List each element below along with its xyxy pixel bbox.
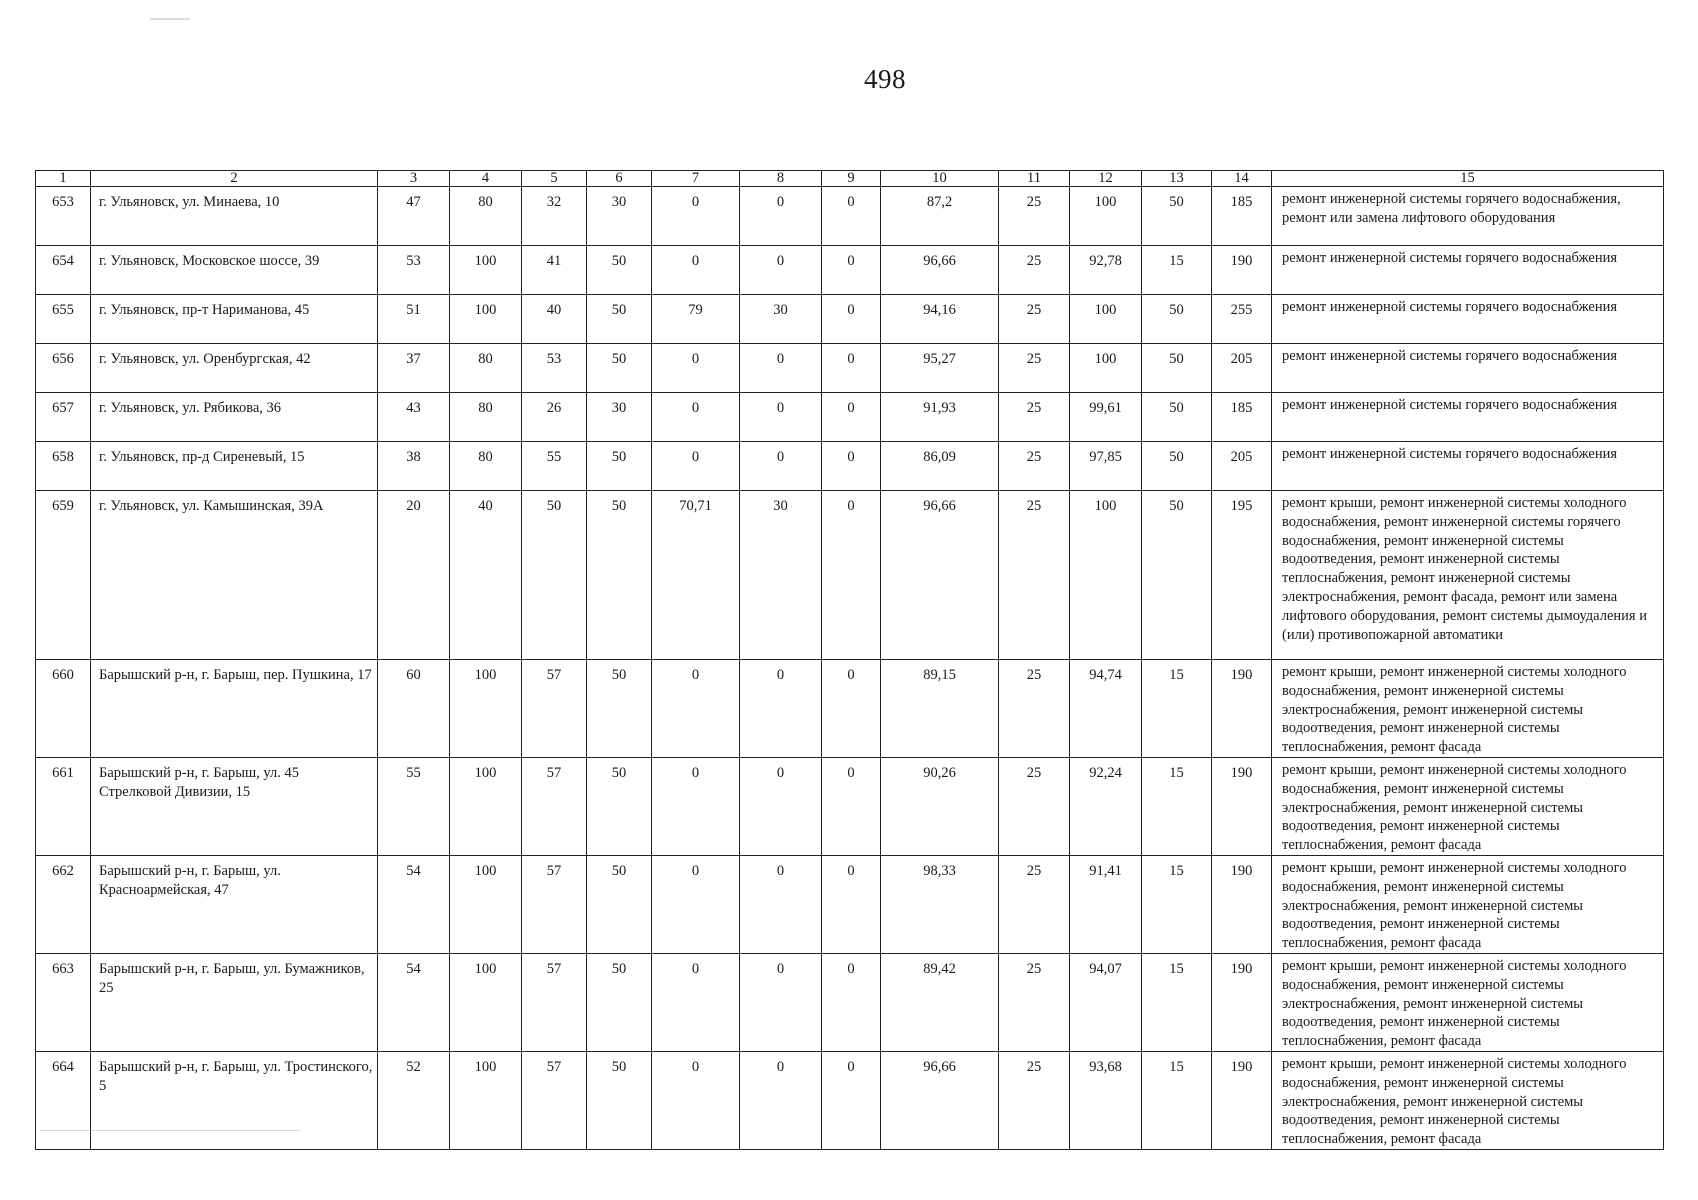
value-cell-col-12: 94,74: [1070, 660, 1142, 758]
column-header-15: 15: [1272, 171, 1664, 187]
value-cell-col-5: 57: [522, 953, 587, 1051]
value-cell-col-9: 0: [822, 953, 881, 1051]
value-cell-col-13: 50: [1142, 344, 1212, 393]
row-number-cell: 662: [36, 855, 91, 953]
value-cell-col-14: 185: [1212, 187, 1272, 246]
value-cell-col-10: 89,15: [881, 660, 999, 758]
value-cell-col-11: 25: [999, 953, 1070, 1051]
row-number-cell: 663: [36, 953, 91, 1051]
value-cell-col-7: 0: [652, 344, 740, 393]
column-number-header-row: [36, 171, 1664, 187]
row-number-cell: 660: [36, 660, 91, 758]
value-cell-col-14: 190: [1212, 953, 1272, 1051]
column-header-12: 12: [1070, 171, 1142, 187]
value-cell-col-3: 60: [378, 660, 450, 758]
scan-speck: [40, 1130, 300, 1131]
value-cell-col-6: 50: [587, 344, 652, 393]
value-cell-col-6: 50: [587, 1051, 652, 1149]
address-cell: Барышский р-н, г. Барыш, ул. Тростинского, 5: [91, 1051, 378, 1149]
value-cell-col-9: 0: [822, 660, 881, 758]
value-cell-col-13: 50: [1142, 187, 1212, 246]
value-cell-col-9: 0: [822, 393, 881, 442]
address-cell: Барышский р-н, г. Барыш, ул. Красноармейская, 47: [91, 855, 378, 953]
value-cell-col-6: 50: [587, 491, 652, 660]
value-cell-col-4: 100: [450, 660, 522, 758]
value-cell-col-3: 37: [378, 344, 450, 393]
value-cell-col-11: 25: [999, 295, 1070, 344]
column-header-3: 3: [378, 171, 450, 187]
value-cell-col-12: 92,78: [1070, 246, 1142, 295]
value-cell-col-12: 99,61: [1070, 393, 1142, 442]
value-cell-col-9: 0: [822, 344, 881, 393]
value-cell-col-13: 15: [1142, 1051, 1212, 1149]
value-cell-col-3: 43: [378, 393, 450, 442]
row-number-cell: 661: [36, 757, 91, 855]
address-cell: г. Ульяновск, ул. Камышинская, 39А: [91, 491, 378, 660]
value-cell-col-8: 0: [740, 442, 822, 491]
column-header-13: 13: [1142, 171, 1212, 187]
column-header-2: 2: [91, 171, 378, 187]
table-row: [36, 442, 1664, 491]
value-cell-col-11: 25: [999, 344, 1070, 393]
value-cell-col-10: 86,09: [881, 442, 999, 491]
value-cell-col-7: 0: [652, 393, 740, 442]
value-cell-col-5: 53: [522, 344, 587, 393]
value-cell-col-4: 80: [450, 187, 522, 246]
repair-works-cell: ремонт крыши, ремонт инженерной системы холодного водоснабжения, ремонт инженерной системы электроснабжения, ремонт инженерной системы водоотведения, ремонт инженерной системы теплоснабжения, ремонт фасада: [1272, 855, 1664, 953]
value-cell-col-4: 100: [450, 953, 522, 1051]
value-cell-col-6: 50: [587, 660, 652, 758]
value-cell-col-5: 57: [522, 1051, 587, 1149]
value-cell-col-14: 190: [1212, 246, 1272, 295]
value-cell-col-12: 100: [1070, 491, 1142, 660]
column-header-5: 5: [522, 171, 587, 187]
address-cell: Барышский р-н, г. Барыш, ул. 45 Стрелковой Дивизии, 15: [91, 757, 378, 855]
repair-registry-table: [35, 170, 1664, 1150]
value-cell-col-14: 190: [1212, 660, 1272, 758]
value-cell-col-12: 97,85: [1070, 442, 1142, 491]
column-header-1: 1: [36, 171, 91, 187]
value-cell-col-13: 15: [1142, 953, 1212, 1051]
value-cell-col-4: 100: [450, 295, 522, 344]
value-cell-col-8: 0: [740, 757, 822, 855]
value-cell-col-14: 185: [1212, 393, 1272, 442]
repair-works-cell: ремонт инженерной системы горячего водоснабжения: [1272, 295, 1664, 344]
value-cell-col-7: 0: [652, 757, 740, 855]
value-cell-col-4: 100: [450, 246, 522, 295]
table-row: [36, 393, 1664, 442]
value-cell-col-10: 94,16: [881, 295, 999, 344]
value-cell-col-8: 0: [740, 393, 822, 442]
value-cell-col-5: 40: [522, 295, 587, 344]
row-number-cell: 653: [36, 187, 91, 246]
repair-works-cell: ремонт инженерной системы горячего водоснабжения: [1272, 393, 1664, 442]
repair-works-cell: ремонт инженерной системы горячего водоснабжения, ремонт или замена лифтового оборудования: [1272, 187, 1664, 246]
address-cell: г. Ульяновск, ул. Рябикова, 36: [91, 393, 378, 442]
value-cell-col-5: 55: [522, 442, 587, 491]
value-cell-col-8: 30: [740, 491, 822, 660]
value-cell-col-8: 0: [740, 187, 822, 246]
value-cell-col-10: 96,66: [881, 246, 999, 295]
row-number-cell: 664: [36, 1051, 91, 1149]
address-cell: Барышский р-н, г. Барыш, пер. Пушкина, 17: [91, 660, 378, 758]
row-number-cell: 656: [36, 344, 91, 393]
repair-works-cell: ремонт крыши, ремонт инженерной системы холодного водоснабжения, ремонт инженерной системы горячего водоснабжения, ремонт инженерной системы водоотведения, ремонт инженерной системы теплоснабжения, ремонт инженерной системы электроснабжения, ремонт фасада, ремонт или замена лифтового оборудования, ремонт системы дымоудаления и (или) противопожарной автоматики: [1272, 491, 1664, 660]
row-number-cell: 654: [36, 246, 91, 295]
table-row: [36, 757, 1664, 855]
value-cell-col-13: 50: [1142, 295, 1212, 344]
value-cell-col-12: 100: [1070, 344, 1142, 393]
value-cell-col-13: 15: [1142, 660, 1212, 758]
value-cell-col-6: 30: [587, 187, 652, 246]
value-cell-col-12: 100: [1070, 187, 1142, 246]
table-row: [36, 660, 1664, 758]
value-cell-col-4: 100: [450, 1051, 522, 1149]
column-header-9: 9: [822, 171, 881, 187]
value-cell-col-10: 96,66: [881, 491, 999, 660]
value-cell-col-4: 80: [450, 393, 522, 442]
value-cell-col-3: 52: [378, 1051, 450, 1149]
value-cell-col-7: 0: [652, 953, 740, 1051]
value-cell-col-5: 41: [522, 246, 587, 295]
value-cell-col-3: 47: [378, 187, 450, 246]
repair-works-cell: ремонт инженерной системы горячего водоснабжения: [1272, 344, 1664, 393]
value-cell-col-5: 57: [522, 855, 587, 953]
value-cell-col-6: 50: [587, 953, 652, 1051]
value-cell-col-5: 57: [522, 660, 587, 758]
column-header-6: 6: [587, 171, 652, 187]
value-cell-col-8: 30: [740, 295, 822, 344]
repair-works-cell: ремонт крыши, ремонт инженерной системы холодного водоснабжения, ремонт инженерной системы электроснабжения, ремонт инженерной системы водоотведения, ремонт инженерной системы теплоснабжения, ремонт фасада: [1272, 1051, 1664, 1149]
value-cell-col-8: 0: [740, 660, 822, 758]
value-cell-col-14: 190: [1212, 1051, 1272, 1149]
value-cell-col-14: 190: [1212, 757, 1272, 855]
table-row: [36, 953, 1664, 1051]
value-cell-col-7: 70,71: [652, 491, 740, 660]
value-cell-col-13: 15: [1142, 246, 1212, 295]
value-cell-col-3: 54: [378, 953, 450, 1051]
value-cell-col-7: 0: [652, 442, 740, 491]
table-body: [36, 187, 1664, 1150]
value-cell-col-12: 91,41: [1070, 855, 1142, 953]
value-cell-col-8: 0: [740, 953, 822, 1051]
value-cell-col-11: 25: [999, 491, 1070, 660]
value-cell-col-14: 205: [1212, 344, 1272, 393]
value-cell-col-8: 0: [740, 1051, 822, 1149]
value-cell-col-5: 26: [522, 393, 587, 442]
table-row: [36, 246, 1664, 295]
value-cell-col-7: 0: [652, 187, 740, 246]
address-cell: г. Ульяновск, пр-т Нариманова, 45: [91, 295, 378, 344]
address-cell: г. Ульяновск, ул. Минаева, 10: [91, 187, 378, 246]
value-cell-col-7: 0: [652, 660, 740, 758]
table-row: [36, 295, 1664, 344]
value-cell-col-10: 87,2: [881, 187, 999, 246]
value-cell-col-5: 50: [522, 491, 587, 660]
value-cell-col-4: 80: [450, 442, 522, 491]
value-cell-col-3: 51: [378, 295, 450, 344]
value-cell-col-9: 0: [822, 295, 881, 344]
value-cell-col-10: 98,33: [881, 855, 999, 953]
value-cell-col-14: 190: [1212, 855, 1272, 953]
value-cell-col-11: 25: [999, 757, 1070, 855]
column-header-10: 10: [881, 171, 999, 187]
value-cell-col-14: 205: [1212, 442, 1272, 491]
value-cell-col-11: 25: [999, 442, 1070, 491]
repair-works-cell: ремонт крыши, ремонт инженерной системы холодного водоснабжения, ремонт инженерной системы электроснабжения, ремонт инженерной системы водоотведения, ремонт инженерной системы теплоснабжения, ремонт фасада: [1272, 660, 1664, 758]
table-row: [36, 855, 1664, 953]
value-cell-col-3: 38: [378, 442, 450, 491]
value-cell-col-6: 30: [587, 393, 652, 442]
value-cell-col-9: 0: [822, 491, 881, 660]
value-cell-col-9: 0: [822, 187, 881, 246]
value-cell-col-13: 50: [1142, 442, 1212, 491]
value-cell-col-7: 0: [652, 246, 740, 295]
table-row: [36, 1051, 1664, 1149]
value-cell-col-3: 55: [378, 757, 450, 855]
row-number-cell: 659: [36, 491, 91, 660]
address-cell: Барышский р-н, г. Барыш, ул. Бумажников, 25: [91, 953, 378, 1051]
value-cell-col-8: 0: [740, 246, 822, 295]
value-cell-col-9: 0: [822, 757, 881, 855]
value-cell-col-4: 100: [450, 855, 522, 953]
value-cell-col-11: 25: [999, 393, 1070, 442]
value-cell-col-8: 0: [740, 855, 822, 953]
value-cell-col-11: 25: [999, 246, 1070, 295]
value-cell-col-6: 50: [587, 295, 652, 344]
value-cell-col-14: 255: [1212, 295, 1272, 344]
value-cell-col-4: 40: [450, 491, 522, 660]
column-header-11: 11: [999, 171, 1070, 187]
row-number-cell: 657: [36, 393, 91, 442]
address-cell: г. Ульяновск, пр-д Сиреневый, 15: [91, 442, 378, 491]
value-cell-col-5: 57: [522, 757, 587, 855]
value-cell-col-12: 93,68: [1070, 1051, 1142, 1149]
value-cell-col-7: 0: [652, 855, 740, 953]
value-cell-col-3: 54: [378, 855, 450, 953]
value-cell-col-4: 80: [450, 344, 522, 393]
table-row: [36, 187, 1664, 246]
value-cell-col-3: 20: [378, 491, 450, 660]
value-cell-col-5: 32: [522, 187, 587, 246]
value-cell-col-11: 25: [999, 855, 1070, 953]
value-cell-col-11: 25: [999, 187, 1070, 246]
value-cell-col-6: 50: [587, 246, 652, 295]
repair-works-cell: ремонт инженерной системы горячего водоснабжения: [1272, 246, 1664, 295]
value-cell-col-10: 96,66: [881, 1051, 999, 1149]
scan-speck: [150, 18, 190, 20]
column-header-7: 7: [652, 171, 740, 187]
value-cell-col-9: 0: [822, 442, 881, 491]
value-cell-col-12: 100: [1070, 295, 1142, 344]
value-cell-col-6: 50: [587, 757, 652, 855]
value-cell-col-13: 50: [1142, 491, 1212, 660]
repair-works-cell: ремонт крыши, ремонт инженерной системы холодного водоснабжения, ремонт инженерной системы электроснабжения, ремонт инженерной системы водоотведения, ремонт инженерной системы теплоснабжения, ремонт фасада: [1272, 757, 1664, 855]
value-cell-col-10: 89,42: [881, 953, 999, 1051]
value-cell-col-13: 15: [1142, 757, 1212, 855]
address-cell: г. Ульяновск, Московское шоссе, 39: [91, 246, 378, 295]
value-cell-col-6: 50: [587, 855, 652, 953]
value-cell-col-6: 50: [587, 442, 652, 491]
page-number: 498: [864, 64, 906, 94]
value-cell-col-3: 53: [378, 246, 450, 295]
repair-works-cell: ремонт инженерной системы горячего водоснабжения: [1272, 442, 1664, 491]
value-cell-col-11: 25: [999, 1051, 1070, 1149]
table-row: [36, 344, 1664, 393]
value-cell-col-10: 95,27: [881, 344, 999, 393]
column-header-14: 14: [1212, 171, 1272, 187]
value-cell-col-9: 0: [822, 855, 881, 953]
value-cell-col-4: 100: [450, 757, 522, 855]
value-cell-col-7: 79: [652, 295, 740, 344]
value-cell-col-12: 94,07: [1070, 953, 1142, 1051]
repair-works-cell: ремонт крыши, ремонт инженерной системы холодного водоснабжения, ремонт инженерной системы электроснабжения, ремонт инженерной системы водоотведения, ремонт инженерной системы теплоснабжения, ремонт фасада: [1272, 953, 1664, 1051]
value-cell-col-9: 0: [822, 246, 881, 295]
value-cell-col-13: 15: [1142, 855, 1212, 953]
table-row: [36, 491, 1664, 660]
value-cell-col-12: 92,24: [1070, 757, 1142, 855]
address-cell: г. Ульяновск, ул. Оренбургская, 42: [91, 344, 378, 393]
value-cell-col-10: 91,93: [881, 393, 999, 442]
value-cell-col-14: 195: [1212, 491, 1272, 660]
column-header-8: 8: [740, 171, 822, 187]
value-cell-col-8: 0: [740, 344, 822, 393]
value-cell-col-11: 25: [999, 660, 1070, 758]
column-header-4: 4: [450, 171, 522, 187]
row-number-cell: 658: [36, 442, 91, 491]
value-cell-col-9: 0: [822, 1051, 881, 1149]
value-cell-col-7: 0: [652, 1051, 740, 1149]
row-number-cell: 655: [36, 295, 91, 344]
value-cell-col-13: 50: [1142, 393, 1212, 442]
value-cell-col-10: 90,26: [881, 757, 999, 855]
